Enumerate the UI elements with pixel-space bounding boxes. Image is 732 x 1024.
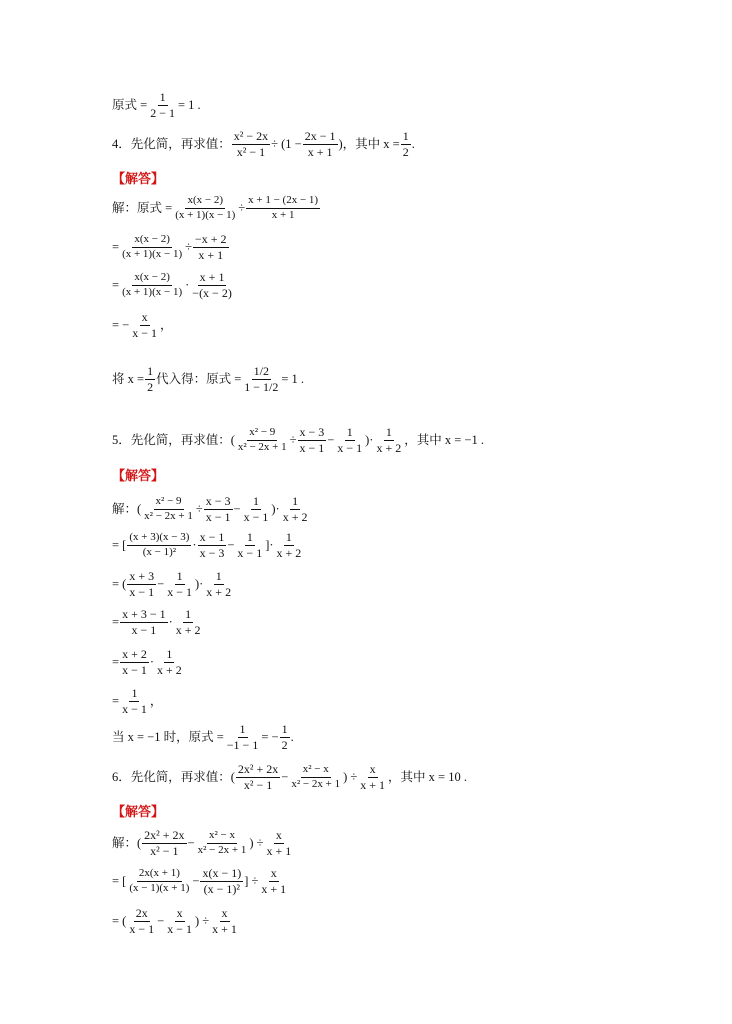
numerator: 1 xyxy=(402,129,409,143)
numerator: x xyxy=(221,906,228,920)
line-13 xyxy=(112,569,234,599)
line-12 xyxy=(112,530,304,560)
numerator: −x + 2 xyxy=(195,232,227,246)
text-segment: − xyxy=(157,913,165,928)
numerator: x² − x xyxy=(301,763,331,778)
numerator: 1 xyxy=(246,530,253,544)
text-segment: − xyxy=(192,873,200,888)
numerator: 1 xyxy=(131,686,138,700)
answer-heading: 【解答】 xyxy=(112,804,165,819)
fraction xyxy=(174,607,203,637)
denominator: x² − 2x + 1 xyxy=(237,440,287,453)
fraction xyxy=(289,763,342,791)
fraction xyxy=(120,607,168,637)
numerator: 1 xyxy=(185,607,192,621)
numerator: 1 xyxy=(385,425,392,439)
numerator: 1 xyxy=(147,364,154,378)
denominator: x − 1 xyxy=(237,545,263,560)
text-segment: = 1 . xyxy=(281,371,305,386)
fraction xyxy=(165,569,194,599)
denominator: x − 3 xyxy=(199,545,225,560)
numerator: 1 xyxy=(346,425,353,439)
fraction xyxy=(225,722,261,752)
denominator: x + 1 xyxy=(307,144,333,159)
line-20 xyxy=(112,828,294,858)
text-segment: − xyxy=(281,769,289,784)
denominator: x + 1 xyxy=(360,777,386,792)
text-segment: )· xyxy=(365,432,374,447)
fraction xyxy=(232,129,270,159)
denominator: (x + 1)(x − 1) xyxy=(122,247,183,260)
text-segment: · xyxy=(192,537,197,552)
denominator: x² − 2x + 1 xyxy=(197,843,247,856)
text-segment: 将 x = xyxy=(112,371,145,386)
numerator: 1/2 xyxy=(253,364,269,378)
text-segment: . xyxy=(290,729,294,744)
text-segment: = 1 . xyxy=(177,97,201,112)
numerator: 1 xyxy=(159,90,166,104)
numerator: 2x² + 2x xyxy=(144,828,185,842)
fraction xyxy=(335,425,364,455)
text-segment: = xyxy=(112,693,120,708)
text-segment: · xyxy=(185,277,190,292)
numerator: x − 3 xyxy=(299,425,325,439)
fraction xyxy=(242,494,271,524)
line-2 xyxy=(112,129,415,159)
fraction xyxy=(193,232,229,262)
fraction xyxy=(204,494,233,524)
fraction xyxy=(127,569,156,599)
denominator: 1 − 1/2 xyxy=(244,379,279,394)
text-segment: 解：( xyxy=(112,835,142,850)
fraction xyxy=(281,494,310,524)
fraction xyxy=(275,530,304,560)
fraction xyxy=(259,866,288,896)
text-segment: ，其中 x = −1 . xyxy=(404,432,484,447)
fraction xyxy=(374,425,403,455)
text-segment: = − xyxy=(112,317,130,332)
text-segment: ) ÷ xyxy=(194,913,210,928)
fraction xyxy=(173,194,237,222)
text-segment: 5．先化简，再求值：( xyxy=(112,432,235,447)
numerator: 1 xyxy=(215,569,222,583)
text-segment: 代入得：原式 = xyxy=(156,371,242,386)
denominator: x + 1 xyxy=(271,208,295,221)
fraction xyxy=(120,271,184,299)
denominator: 2 − 1 xyxy=(150,105,175,120)
denominator: x − 1 xyxy=(122,701,147,716)
denominator: x + 2 xyxy=(282,509,308,524)
denominator: x + 1 xyxy=(198,247,224,262)
numerator: x + 1 xyxy=(199,270,225,284)
numerator: x xyxy=(369,762,376,776)
text-segment: · xyxy=(149,654,155,669)
fraction xyxy=(204,569,233,599)
fraction xyxy=(236,426,289,454)
fraction xyxy=(246,194,320,222)
answer-heading: 【解答】 xyxy=(112,468,165,483)
line-8 xyxy=(112,364,304,394)
line-9 xyxy=(112,425,484,455)
denominator: x + 1 xyxy=(212,921,237,936)
text-segment: . xyxy=(411,136,415,151)
fraction xyxy=(198,530,227,560)
text-segment: 原式 = xyxy=(112,97,148,112)
denominator: x² − 2x + 1 xyxy=(291,777,341,790)
numerator: (x + 3)(x − 3) xyxy=(127,531,191,546)
fraction xyxy=(120,686,149,716)
numerator: 1 xyxy=(239,722,246,736)
fraction xyxy=(298,425,327,455)
heading-answer-6 xyxy=(112,805,164,818)
fraction xyxy=(120,233,184,261)
numerator: x² − x xyxy=(207,829,237,844)
denominator: x − 1 xyxy=(122,662,147,677)
denominator: (x − 1)(x + 1) xyxy=(129,881,190,894)
text-segment: − xyxy=(227,537,235,552)
fraction xyxy=(142,828,186,858)
numerator: 2x − 1 xyxy=(304,129,336,143)
denominator: (x + 1)(x − 1) xyxy=(122,285,183,298)
denominator: x − 1 xyxy=(167,584,192,599)
fraction xyxy=(242,364,280,394)
fraction xyxy=(196,829,249,857)
numerator: x + 3 − 1 xyxy=(122,607,166,621)
fraction xyxy=(120,647,149,677)
text-segment: = xyxy=(112,614,120,629)
numerator: x² − 9 xyxy=(154,495,184,510)
denominator: x − 1 xyxy=(131,622,157,637)
numerator: x xyxy=(141,310,148,324)
denominator: x + 2 xyxy=(175,622,201,637)
text-segment: ， xyxy=(149,693,163,708)
numerator: x xyxy=(270,866,277,880)
numerator: 1 xyxy=(176,569,183,583)
text-segment: ] ÷ xyxy=(244,873,259,888)
text-segment: ]· xyxy=(265,537,274,552)
numerator: 1 xyxy=(166,647,173,661)
denominator: x + 1 xyxy=(266,843,292,858)
text-segment: · xyxy=(168,614,173,629)
fraction xyxy=(303,129,338,159)
text-segment: = [ xyxy=(112,537,127,552)
denominator: x + 2 xyxy=(276,545,302,560)
text-segment: 4．先化简，再求值： xyxy=(112,136,231,151)
numerator: x − 3 xyxy=(205,494,231,508)
text-segment: = ( xyxy=(112,913,127,928)
numerator: 1 xyxy=(292,494,299,508)
numerator: 2x² + 2x xyxy=(237,762,279,776)
denominator: x − 1 xyxy=(205,509,231,524)
fraction xyxy=(235,530,264,560)
text-segment: = xyxy=(112,239,120,254)
fraction xyxy=(401,129,411,159)
text-segment: ÷ xyxy=(238,200,246,215)
fraction xyxy=(130,310,159,340)
fraction xyxy=(165,906,194,936)
fraction xyxy=(264,828,293,858)
denominator: 2 xyxy=(281,737,288,752)
fraction xyxy=(236,762,280,792)
text-segment: ÷ xyxy=(195,501,203,516)
denominator: (x − 1)² xyxy=(203,881,241,896)
denominator: x + 1 xyxy=(261,881,287,896)
numerator: x² − 2x xyxy=(233,129,269,143)
line-7 xyxy=(112,310,173,340)
line-17 xyxy=(112,722,294,752)
numerator: x(x − 2) xyxy=(132,271,172,286)
text-segment: ) ÷ xyxy=(249,835,264,850)
numerator: x xyxy=(176,906,183,920)
denominator: x − 1 xyxy=(337,440,363,455)
fraction xyxy=(148,90,177,120)
numerator: x² − 9 xyxy=(247,426,277,441)
text-segment: ，其中 x = 10 . xyxy=(388,769,467,784)
denominator: x² − 2x + 1 xyxy=(144,509,193,522)
fraction xyxy=(358,762,387,792)
text-segment: = ( xyxy=(112,576,127,591)
numerator: x + 3 xyxy=(129,569,155,583)
fraction xyxy=(200,866,243,896)
numerator: x(x − 2) xyxy=(185,194,225,209)
line-16 xyxy=(112,686,162,716)
numerator: x + 1 − (2x − 1) xyxy=(246,194,320,209)
fraction xyxy=(280,722,290,752)
numerator: x(x − 2) xyxy=(132,233,172,248)
denominator: x + 2 xyxy=(157,662,182,677)
text-segment: = xyxy=(112,654,120,669)
numerator: 1 xyxy=(281,722,288,736)
line-18 xyxy=(112,762,467,792)
denominator: x² − 1 xyxy=(150,843,179,858)
text-segment: ， xyxy=(160,317,173,332)
text-segment: ÷ xyxy=(185,239,192,254)
heading-answer-5 xyxy=(112,469,164,482)
line-15 xyxy=(112,647,185,677)
denominator: (x + 1)(x − 1) xyxy=(175,208,236,221)
denominator: (x − 1)² xyxy=(142,545,177,558)
numerator: 2x xyxy=(135,906,148,920)
denominator: x − 1 xyxy=(243,509,269,524)
numerator: x xyxy=(275,828,282,842)
text-segment: )· xyxy=(194,576,204,591)
text-segment: ÷ xyxy=(289,432,297,447)
line-21 xyxy=(112,866,289,896)
text-segment: − xyxy=(327,432,335,447)
text-segment: )· xyxy=(271,501,280,516)
fraction xyxy=(142,495,195,523)
fraction xyxy=(190,270,234,300)
text-segment: = xyxy=(112,277,120,292)
text-segment: 6．先化简，再求值：( xyxy=(112,769,235,784)
fraction xyxy=(127,867,191,895)
denominator: x − 1 xyxy=(129,921,155,936)
denominator: x − 1 xyxy=(132,325,158,340)
text-segment: = [ xyxy=(112,873,127,888)
text-segment: )，其中 x = xyxy=(338,136,400,151)
numerator: 2x(x + 1) xyxy=(137,867,182,882)
answer-heading: 【解答】 xyxy=(112,171,165,186)
fraction xyxy=(145,364,155,394)
numerator: x − 1 xyxy=(199,530,225,544)
denominator: x + 2 xyxy=(376,440,402,455)
denominator: −(x − 2) xyxy=(192,285,232,300)
line-4 xyxy=(112,194,321,222)
heading-answer-4 xyxy=(112,172,164,185)
fraction xyxy=(127,531,191,559)
numerator: x(x − 1) xyxy=(202,866,242,880)
numerator: 1 xyxy=(253,494,259,508)
text-segment: − xyxy=(157,576,165,591)
numerator: x + 2 xyxy=(122,647,147,661)
denominator: 2 xyxy=(402,144,409,159)
denominator: x − 1 xyxy=(299,440,325,455)
text-segment: ) ÷ xyxy=(343,769,358,784)
line-6 xyxy=(112,270,235,300)
denominator: x² − 1 xyxy=(243,777,273,792)
fraction xyxy=(155,647,184,677)
text-segment: 解：( xyxy=(112,501,142,516)
fraction xyxy=(210,906,239,936)
denominator: x − 1 xyxy=(129,584,155,599)
text-segment: 当 x = −1 时，原式 = xyxy=(112,729,224,744)
text-segment: ÷ (1 − xyxy=(271,136,302,151)
line-22 xyxy=(112,906,240,936)
text-segment: − xyxy=(187,835,195,850)
denominator: x² − 1 xyxy=(236,144,266,159)
text-segment: − xyxy=(233,501,241,516)
numerator: 1 xyxy=(285,530,292,544)
line-1 xyxy=(112,90,201,120)
line-14 xyxy=(112,607,204,637)
line-11 xyxy=(112,494,311,524)
denominator: x + 2 xyxy=(206,584,232,599)
denominator: x − 1 xyxy=(167,921,192,936)
line-5 xyxy=(112,232,230,262)
text-segment: = − xyxy=(261,729,279,744)
denominator: −1 − 1 xyxy=(226,737,259,752)
denominator: 2 xyxy=(147,379,154,394)
fraction xyxy=(127,906,156,936)
text-segment: 解：原式 = xyxy=(112,200,173,215)
